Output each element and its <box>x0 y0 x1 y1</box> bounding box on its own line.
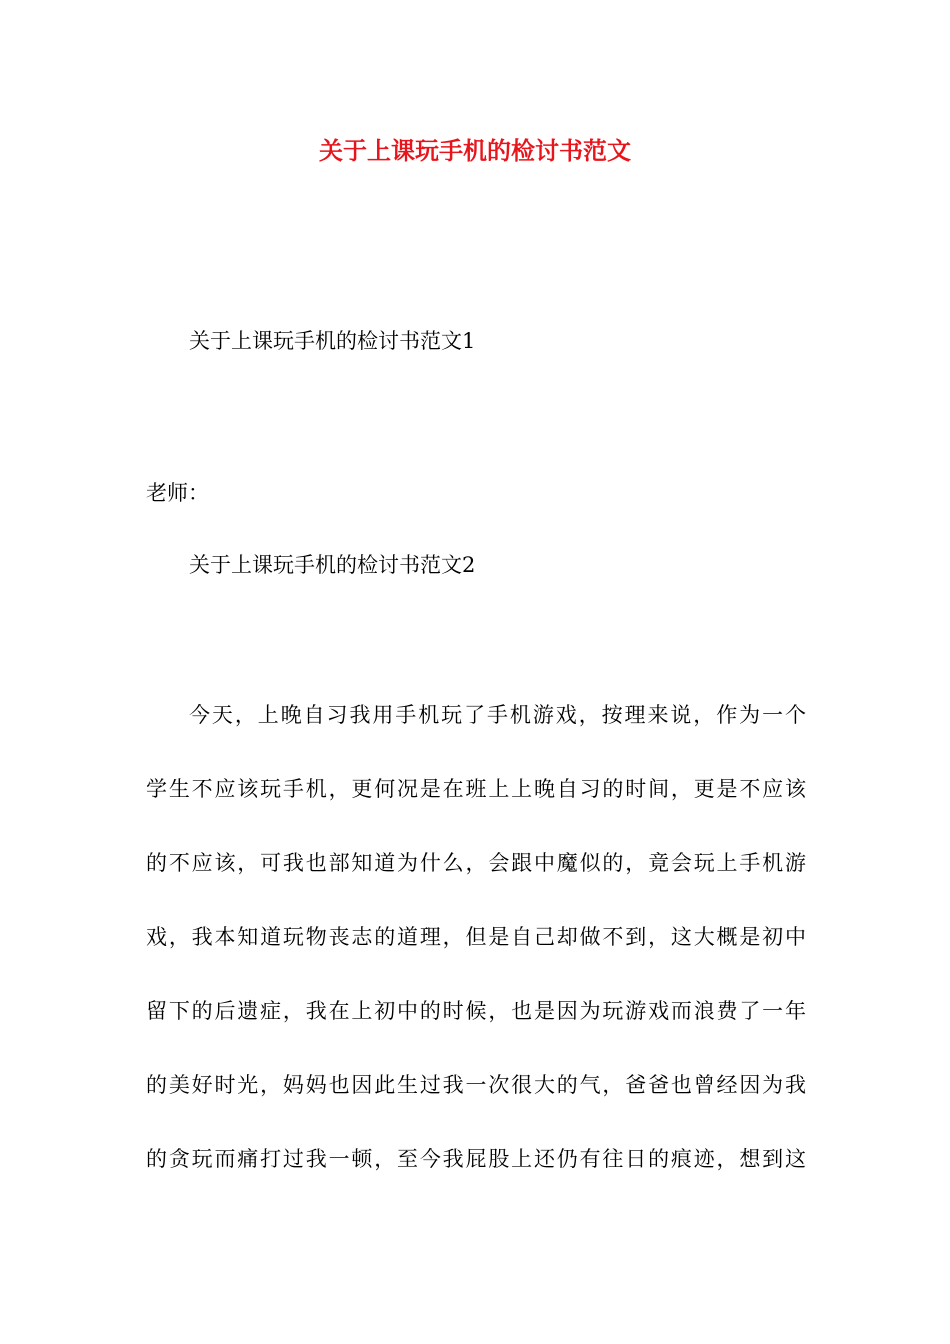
body-line: 学生不应该玩手机，更何况是在班上上晚自习的时间，更是不应该 <box>146 777 806 801</box>
document-title: 关于上课玩手机的检讨书范文 <box>319 136 631 165</box>
body-line: 戏，我本知道玩物丧志的道理，但是自己却做不到，这大概是初中 <box>146 925 806 949</box>
body-paragraph <box>146 700 806 1218</box>
section-heading-1: 关于上课玩手机的检讨书范文1 <box>189 329 476 353</box>
body-line: 留下的后遗症，我在上初中的时候，也是因为玩游戏而浪费了一年 <box>146 999 806 1023</box>
body-line: 的贪玩而痛打过我一顿，至今我屁股上还仍有往日的痕迹，想到这 <box>146 1147 806 1171</box>
section-heading-2: 关于上课玩手机的检讨书范文2 <box>189 553 476 577</box>
salutation: 老师： <box>146 481 209 505</box>
body-line: 的不应该，可我也部知道为什么，会跟中魔似的，竟会玩上手机游 <box>146 851 806 875</box>
body-line: 的美好时光，妈妈也因此生过我一次很大的气，爸爸也曾经因为我 <box>146 1073 806 1097</box>
body-line: 今天，上晚自习我用手机玩了手机游戏，按理来说，作为一个 <box>189 703 806 727</box>
